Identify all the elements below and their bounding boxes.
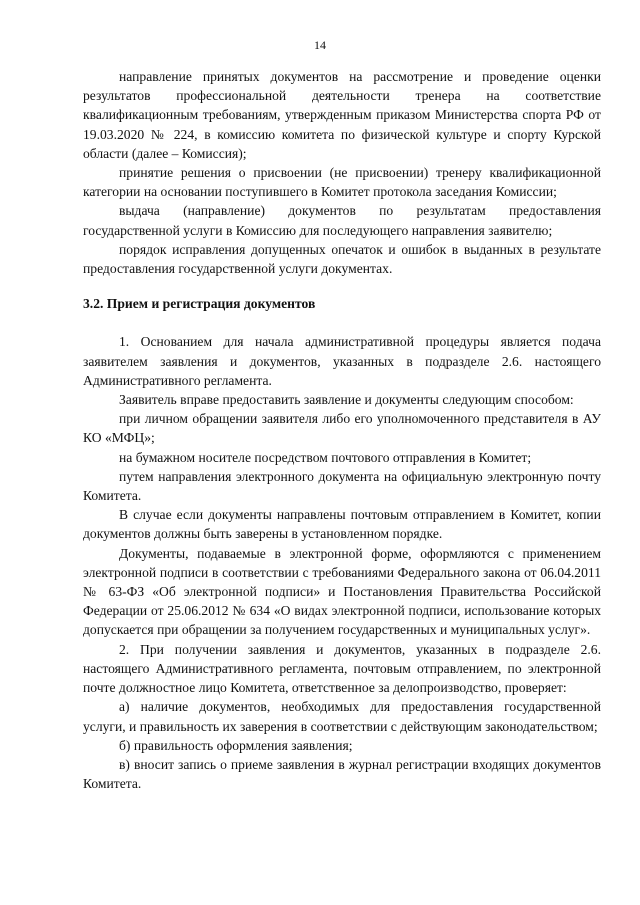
paragraph-submission-methods: Заявитель вправе предоставить заявление и документы следующим способом: bbox=[119, 392, 574, 408]
paragraph-basis-for-procedure: 1. Основанием для начала административной процедуры является подача заявителем заявления и документов, указанных в подразделе 2.6. настоящего Административного регламента. bbox=[83, 334, 601, 388]
paragraph-postal-copies: В случае если документы направлены почтовым отправлением в Комитет, копии документов должны быть заверены в установленном порядке. bbox=[83, 507, 601, 542]
paragraph-electronic-signature: Документы, подаваемые в электронной форме, оформляются с применением электронной подписи в соответствии с требованиями Федерального закона от 06.04.2011 № 63-ФЗ «Об электронной подписи» и Постановления Правительства Российской Федерации от 25.06.2012 № 634 «О видах электронной подписи, использование которых допускается при обращении за получением государственных и муниципальных услуг». bbox=[83, 545, 601, 638]
list-item-a: а) наличие документов, необходимых для предоставления государственной услуги, и правильность их заверения в соответствии с действующим законодательством; bbox=[83, 699, 601, 734]
list-item-b: б) правильность оформления заявления; bbox=[119, 737, 353, 753]
paragraph-error-correction: порядок исправления допущенных опечаток и ошибок в выданных в результате предоставления государственной услуги документах. bbox=[83, 241, 601, 277]
document-body bbox=[83, 67, 601, 793]
paragraph-receipt-check: 2. При получении заявления и документов, указанных в подразделе 2.6. настоящего Административного регламента, почтовым отправлением, по электронной почте должностное лицо Комитета, ответственное за делопроизводство, проверяет: bbox=[83, 641, 601, 696]
paragraph-method-postal: на бумажном носителе посредством почтового отправления в Комитет; bbox=[119, 449, 532, 465]
paragraph-category-decision: принятие решения о присвоении (не присвоении) тренеру квалификационной категории на основании поступившего в Комитет протокола заседания Комиссии; bbox=[83, 165, 601, 200]
paragraph-method-email: путем направления электронного документа на официальную электронную почту Комитета. bbox=[83, 468, 601, 504]
page-number: 14 bbox=[314, 38, 326, 52]
section-heading: 3.2. Прием и регистрация документов bbox=[83, 296, 316, 312]
paragraph-document-issuance: выдача (направление) документов по результатам предоставления государственной услуги в Комиссию для последующего направления заявителю; bbox=[83, 203, 601, 238]
paragraph-method-in-person: при личном обращении заявителя либо его уполномоченного представителя в АУ КО «МФЦ»; bbox=[83, 411, 601, 446]
paragraph-direction-to-commission: направление принятых документов на рассмотрение и проведение оценки результатов профессиональной деятельности тренера на соответствие квалификационным требованиям, утвержденным приказом Министерства спорта РФ от 19.03.2020 № 224, в комиссию комитета по физической культуре и спорту Курской области (далее – Комиссия); bbox=[83, 69, 601, 161]
list-item-c: в) вносит запись о приеме заявления в журнал регистрации входящих документов Комитета. bbox=[83, 756, 601, 792]
